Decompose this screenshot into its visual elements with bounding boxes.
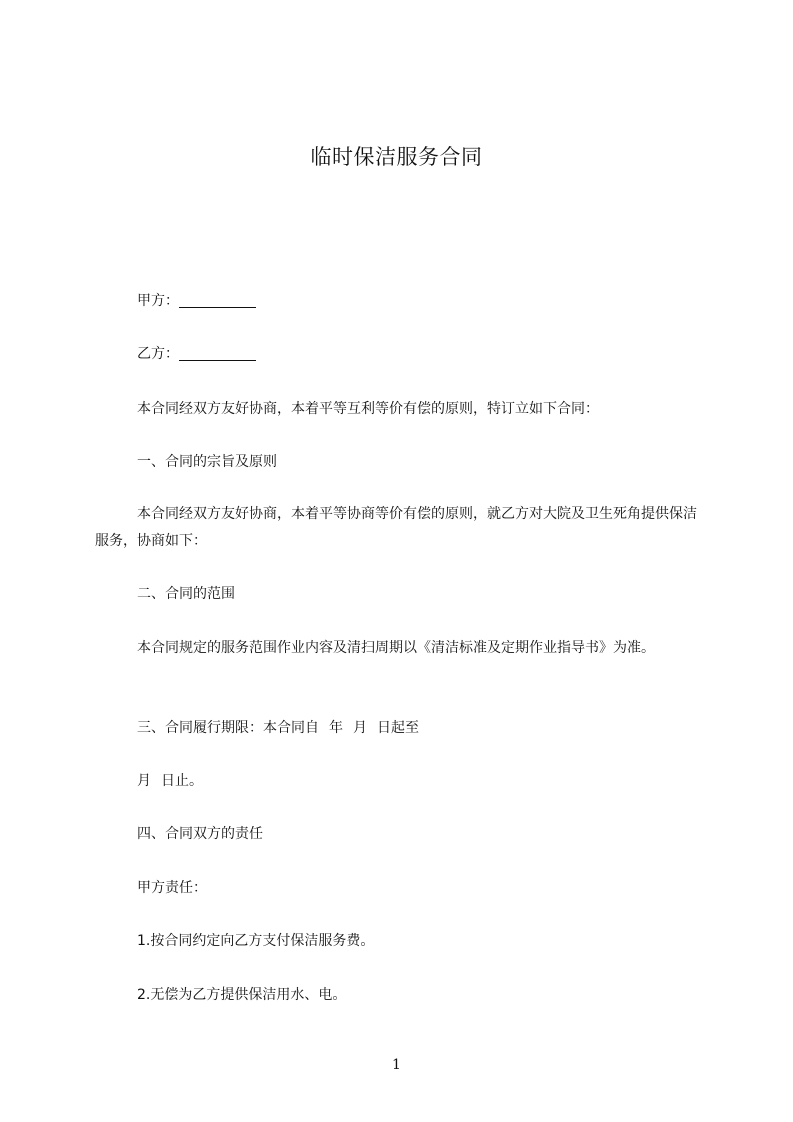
- document-title: 临时保洁服务合同: [310, 145, 483, 169]
- section3-line2-suffix: 日止。: [161, 773, 203, 789]
- duty-item-1: 1.按合同约定向乙方支付保洁服务费。: [137, 933, 375, 949]
- duty-item-2: 2.无偿为乙方提供保洁用水、电。: [137, 987, 347, 1003]
- party-b-blank: [179, 346, 256, 361]
- party-a-label: 甲方：: [137, 293, 179, 309]
- section3-month: 月: [353, 720, 367, 736]
- page-number: 1: [392, 1057, 401, 1073]
- section3-year: 年: [329, 720, 343, 736]
- section4-heading: 四、合同双方的责任: [137, 826, 263, 842]
- party-a-line: [137, 290, 256, 312]
- party-b-line: [137, 343, 256, 365]
- section3-line2: [137, 770, 203, 792]
- section3-line1: [137, 717, 419, 739]
- section3-suffix: 日起至: [377, 720, 419, 736]
- section2-heading: 二、合同的范围: [137, 586, 235, 602]
- section2-body: 本合同规定的服务范围作业内容及清扫周期以《清洁标准及定期作业指导书》为准。: [137, 640, 655, 656]
- section1-heading: 一、合同的宗旨及原则: [137, 454, 277, 470]
- section1-body: 本合同经双方友好协商，本着平等协商等价有偿的原则，就乙方对大院及卫生死角提供保洁服务，协商如下：: [95, 506, 697, 549]
- section3-prefix: 三、合同履行期限：本合同自: [137, 720, 319, 736]
- party-b-label: 乙方：: [137, 346, 179, 362]
- section3-line2-month: 月: [137, 773, 151, 789]
- party-a-blank: [179, 293, 256, 308]
- intro-paragraph: 本合同经双方友好协商，本着平等互利等价有偿的原则，特订立如下合同：: [137, 401, 599, 417]
- party-a-duty-heading: 甲方责任：: [137, 880, 207, 896]
